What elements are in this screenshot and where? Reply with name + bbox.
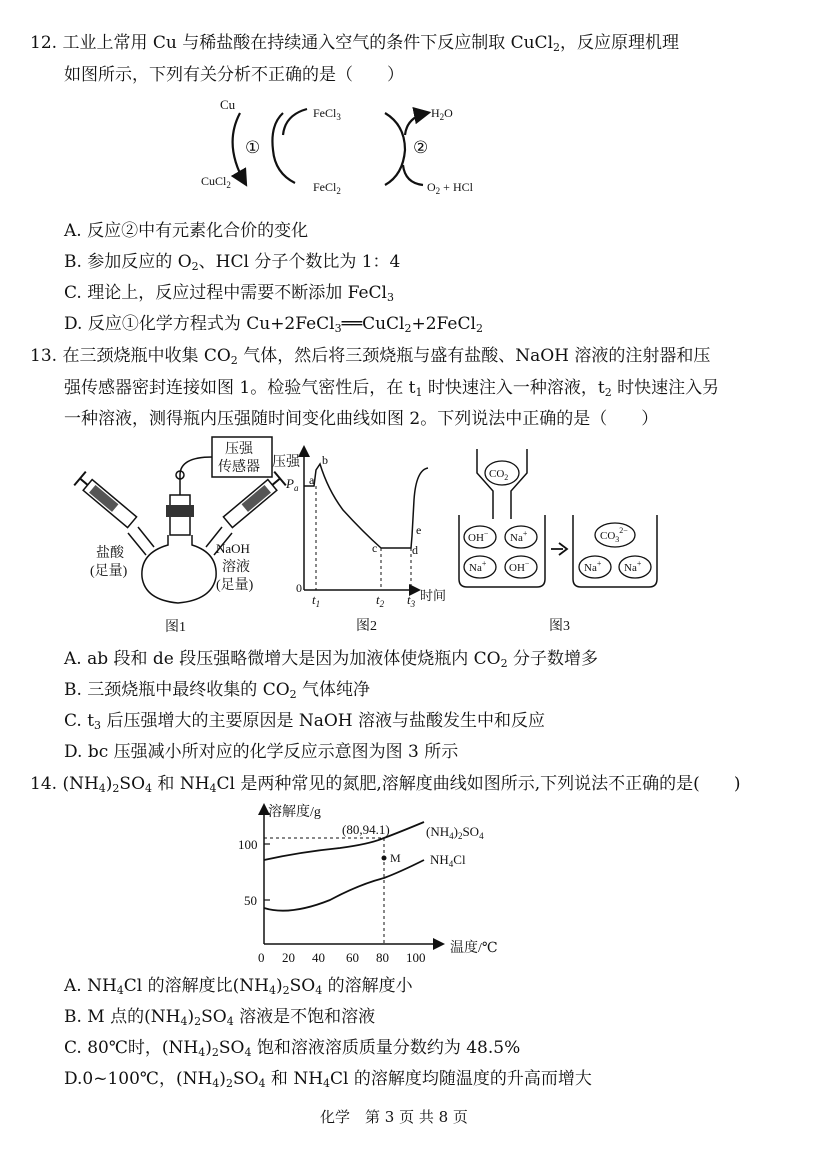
fecl2-label: FeCl$_2$ xyxy=(313,180,341,196)
q14-option-a: A. $NH_4Cl$ 的溶解度比$(NH_4)_2SO_4$ 的溶解度小 xyxy=(64,976,413,997)
reaction1-marker: ① xyxy=(245,138,261,157)
oh-ion-2: OH− xyxy=(509,559,530,574)
na-ion-3: Na+ xyxy=(584,559,602,574)
co2-molecule: $CO_2$ xyxy=(489,468,509,482)
q13-figure3-reaction-schematic xyxy=(455,445,665,640)
q12-option-c: C. 理论上，反应过程中需要不断添加 FeCl$_3$ xyxy=(64,283,394,304)
x-tick-60: 60 xyxy=(346,950,359,965)
legend-nh4cl: $NH_4Cl$ xyxy=(430,852,466,869)
hcl-label: 盐酸 xyxy=(96,546,124,561)
q12-option-b: B. 参加反应的 $O_2$、HCl 分子个数比为 1：4 xyxy=(64,252,401,273)
q13-stem-line2: 强传感器密封连接如图 1。检验气密性后，在 $t_1$ 时快速注入一种溶液，$t_2$ 时快速注入另 xyxy=(64,378,720,399)
q13-figure1-apparatus xyxy=(80,435,280,640)
q14-solubility-chart xyxy=(230,800,530,970)
t3-label: $t_3$ xyxy=(407,592,416,609)
q12-mechanism-diagram xyxy=(195,95,495,205)
x-tick-100: 100 xyxy=(406,950,426,965)
t1-label: $t_1$ xyxy=(312,592,321,609)
pa-label: $P_a$ xyxy=(286,476,299,493)
legend-nh42so4: $(NH_4)_2SO_4$ xyxy=(426,824,484,841)
q12-stem-line2: 如图所示，下列有关分析不正确的是（ ） xyxy=(64,65,404,85)
na-ion-1: Na+ xyxy=(510,529,528,544)
na-ion-2: Na+ xyxy=(469,559,487,574)
q12-option-a: A. 反应②中有元素化合价的变化 xyxy=(64,221,309,241)
figure1-caption: 图1 xyxy=(165,620,186,635)
x-tick-80: 80 xyxy=(376,950,389,965)
x-tick-40: 40 xyxy=(312,950,325,965)
q13-figure2-pressure-curve xyxy=(268,440,458,640)
h2o-label: $H_2O$ xyxy=(431,106,453,122)
point-c-label: c xyxy=(372,541,378,555)
q13-option-a: A. ab 段和 de 段压强略微增大是因为加液体使烧瓶内 $CO_2$ 分子数增多 xyxy=(64,649,599,670)
sensor-label-1: 压强 xyxy=(225,442,253,457)
hcl-amount-label: (足量) xyxy=(90,564,128,579)
q12-stem-line1: 12. 工业上常用 Cu 与稀盐酸在持续通入空气的条件下反应制取 CuCl$_2$，反应原理机理 xyxy=(30,33,680,54)
naoh-solution-label: 溶液 xyxy=(222,560,250,575)
naoh-amount-label: (足量) xyxy=(216,578,254,593)
y-tick-50: 50 xyxy=(244,893,257,908)
fecl3-label: FeCl$_3$ xyxy=(313,106,341,122)
reaction2-marker: ② xyxy=(413,138,429,157)
sensor-label-2: 传感器 xyxy=(218,460,260,475)
point-m xyxy=(382,856,387,861)
page-footer: 化学 第 3 页 共 8 页 xyxy=(320,1108,468,1126)
point-d-label: d xyxy=(412,543,418,557)
q14-option-d: D.0~100℃，$(NH_4)_2SO_4$ 和 $NH_4Cl$ 的溶解度均随温度的升高而增大 xyxy=(64,1069,592,1090)
reaction-arrow xyxy=(551,543,567,555)
q13-stem-line1: 13. 在三颈烧瓶中收集 $CO_2$ 气体，然后将三颈烧瓶与盛有盐酸、NaOH 溶液的注射器和压 xyxy=(30,346,711,367)
point-m-label: M xyxy=(390,851,401,865)
y-axis-label: 压强 xyxy=(272,455,300,470)
q14-option-c: C. 80℃时，$(NH_4)_2SO_4$ 饱和溶液溶质质量分数约为 48.5% xyxy=(64,1038,521,1059)
cucl2-label: CuCl$_2$ xyxy=(201,174,231,190)
point-a-label: a xyxy=(309,473,315,487)
q13-option-d: D. bc 压强减小所对应的化学反应示意图为图 3 所示 xyxy=(64,742,459,762)
q14-option-b: B. M 点的$(NH_4)_2SO_4$ 溶液是不饱和溶液 xyxy=(64,1007,376,1028)
q13-stem-line3: 一种溶液，测得瓶内压强随时间变化曲线如图 2。下列说法中正确的是（ ） xyxy=(64,409,659,429)
q12-option-d: D. 反应①化学方程式为 Cu+2FeCl$_3$══CuCl$_2$+2FeCl$_2$ xyxy=(64,314,483,335)
origin-label: 0 xyxy=(296,581,302,595)
point-e-label: e xyxy=(416,523,422,537)
x-tick-0: 0 xyxy=(258,950,265,965)
na-ion-4: Na+ xyxy=(624,559,642,574)
naoh-label: NaOH xyxy=(216,541,250,556)
figure3-caption: 图3 xyxy=(549,619,570,634)
figure2-caption: 图2 xyxy=(356,619,377,634)
cu-label: Cu xyxy=(220,97,236,112)
curve-nh4cl xyxy=(264,860,424,911)
x-axis-label: 时间 xyxy=(420,588,447,603)
co3-ion: $CO_3^{2-}$ xyxy=(600,526,628,544)
oh-ion-1: OH− xyxy=(468,529,489,544)
q14-stem: 14. $(NH_4)_2SO_4$ 和 $NH_4Cl$ 是两种常见的氮肥,溶解度曲线如图所示,下列说法不正确的是( ) xyxy=(30,774,741,795)
o2-hcl-label: $O_2$ + HCl xyxy=(427,180,473,196)
t2-label: $t_2$ xyxy=(376,592,385,609)
chart-y-label: 溶解度/g xyxy=(268,805,321,820)
x-tick-20: 20 xyxy=(282,950,295,965)
q13-option-c: C. $t_3$ 后压强增大的主要原因是 NaOH 溶液与盐酸发生中和反应 xyxy=(64,711,546,732)
chart-x-label: 温度/℃ xyxy=(450,941,498,956)
point-80-941-label: (80,94.1) xyxy=(342,822,390,837)
q13-option-b: B. 三颈烧瓶中最终收集的 $CO_2$ 气体纯净 xyxy=(64,680,371,701)
point-b-label: b xyxy=(322,453,328,467)
y-tick-100: 100 xyxy=(238,837,258,852)
